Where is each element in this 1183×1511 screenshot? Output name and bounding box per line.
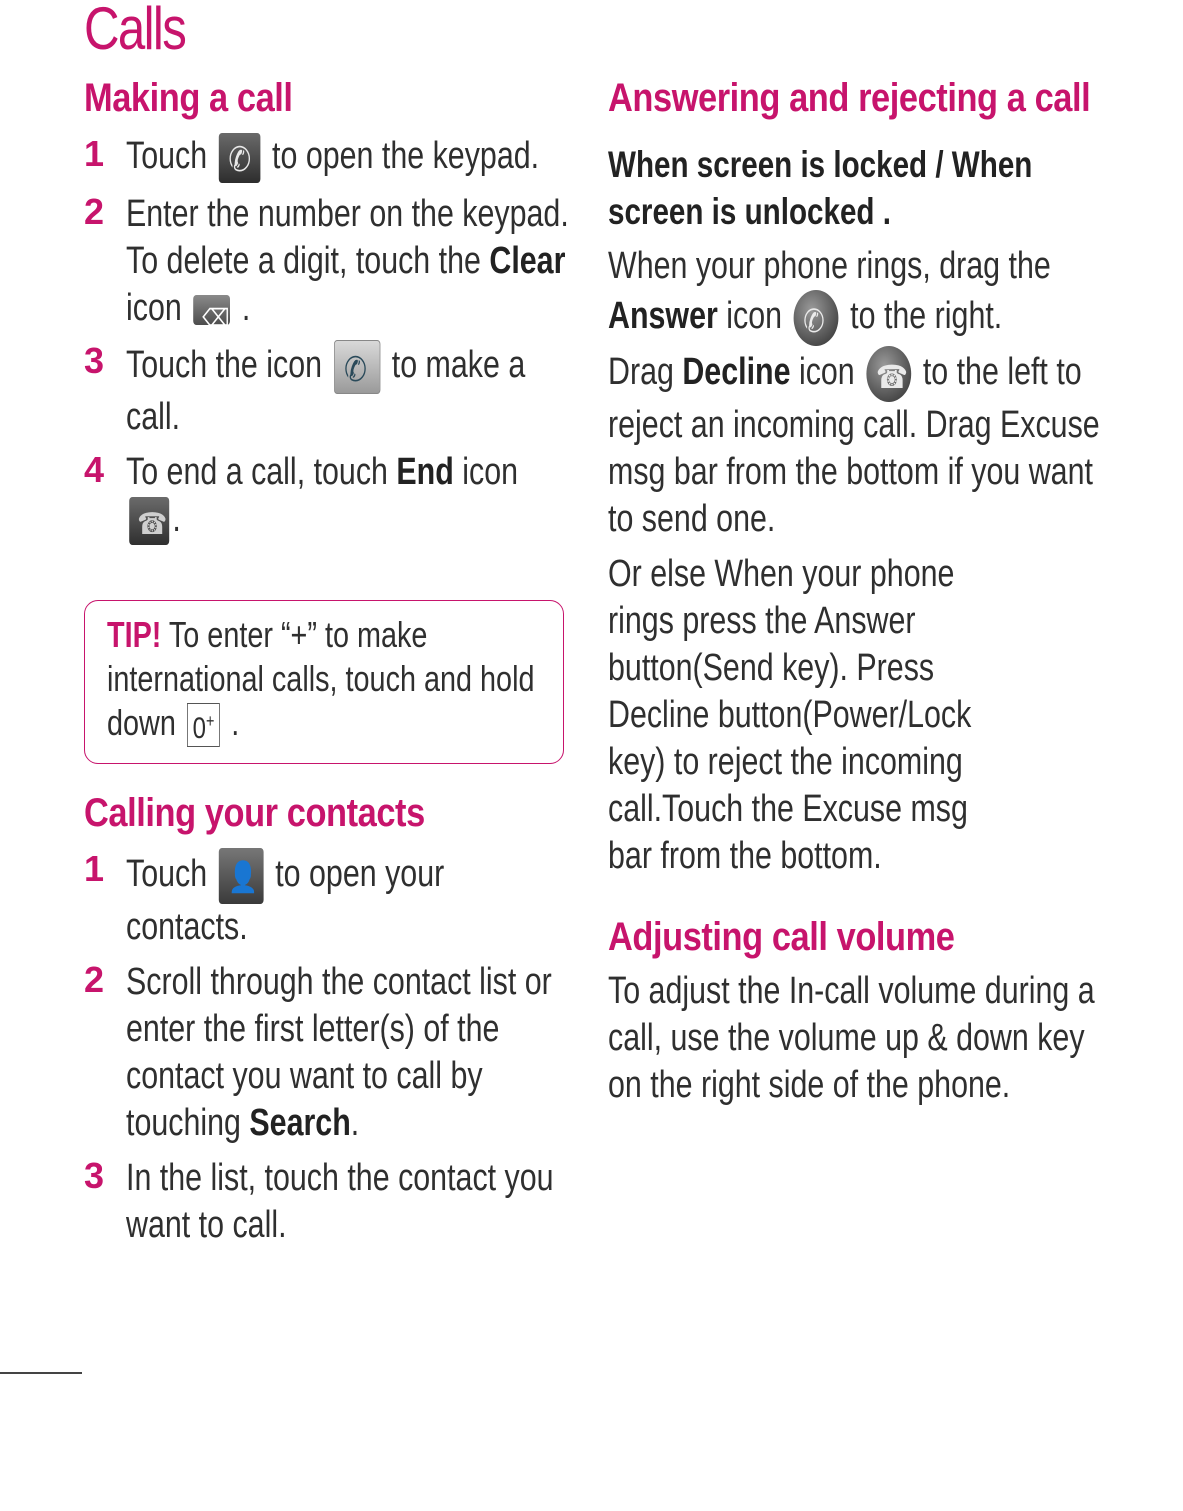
step-text: Scroll through the contact list or enter the first letter(s) of the contact you want to call by touching [126,961,552,1144]
contacts-steps [84,848,574,1249]
step-number: 3 [84,340,105,381]
calling-contacts-section [84,790,574,1257]
list-item [84,340,574,441]
list-item [84,449,574,545]
step-number: 4 [84,449,105,490]
footer-divider [0,1372,82,1374]
subheading-lock-state: When screen is locked / When screen is unlocked . [608,144,1033,232]
section-heading-calling-contacts: Calling your contacts [84,791,425,835]
step-text: Enter the number on the keypad. To delete a digit, touch the [126,193,569,282]
making-call-steps [84,133,574,545]
section-heading-answering: Answering and rejecting a call [608,76,1091,120]
zero-plus-key-icon [187,703,220,747]
keyword-clear: Clear [489,240,566,282]
step-number: 1 [84,848,105,889]
paragraph-text: icon [798,351,855,394]
step-text: Touch [126,135,208,178]
answer-icon [794,290,839,346]
answering-paragraph-3: Or else When your phone rings press the Answer button(Send key). Press Decline button(Power/Lock key) to reject the incoming call.Touch the Excuse msg bar from the bottom. [608,553,972,877]
tip-label: TIP! [107,614,162,655]
page-title: Calls [84,0,186,62]
step-text: icon [126,287,182,329]
section-heading-volume: Adjusting call volume [608,915,955,959]
step-number: 2 [84,959,105,1000]
step-text: to open your contacts. [126,853,445,948]
step-text: to make a call. [126,344,526,438]
list-item [84,1155,574,1249]
paragraph-text: icon [726,295,783,338]
keyword-decline: Decline [682,351,791,394]
tip-box [84,600,564,764]
list-item [84,959,574,1147]
paragraph-text: When your phone rings, drag the [608,245,1051,287]
keyword-search: Search [249,1102,351,1144]
paragraph-text: to the right. [850,295,1003,338]
phone-icon [219,133,261,183]
list-item [84,133,574,183]
list-item [84,848,574,951]
tip-text: To enter “+” to make international calls, touch and hold down [107,614,535,743]
end-call-icon [129,497,169,545]
step-text: To end a call, touch [126,451,388,493]
volume-paragraph: To adjust the In-call volume during a call, use the volume up & down key on the right side of the phone. [608,970,1095,1106]
clear-icon [193,295,230,325]
tip-text: . [231,702,240,743]
answering-paragraph-1 [608,243,1108,346]
step-text: In the list, touch the contact you want to call. [126,1157,554,1246]
section-heading-making-call: Making a call [84,76,293,120]
step-text: to open the keypad. [272,135,540,178]
paragraph-text: to the left to reject an incoming call. Drag Excuse msg bar from the bottom if you want to send one. [608,351,1100,540]
step-text: Touch [126,853,208,896]
key-sup: + [206,711,215,732]
keyword-answer: Answer [608,295,718,338]
step-number: 1 [84,133,105,174]
decline-icon [866,346,911,402]
step-text: . [241,287,251,329]
key-label: 0 [192,712,207,746]
step-number: 3 [84,1155,105,1196]
step-text: icon [462,451,519,493]
call-icon [334,340,380,394]
step-text: . [172,498,181,540]
step-text: . [350,1102,360,1144]
keyword-end: End [396,451,454,493]
step-text: Touch the icon [126,344,323,387]
paragraph-text: Drag [608,351,674,394]
right-column [608,75,1108,1109]
answering-paragraph-2 [608,346,1108,543]
step-number: 2 [84,191,105,232]
list-item [84,191,574,332]
left-column [84,75,574,553]
contacts-icon [219,848,264,904]
